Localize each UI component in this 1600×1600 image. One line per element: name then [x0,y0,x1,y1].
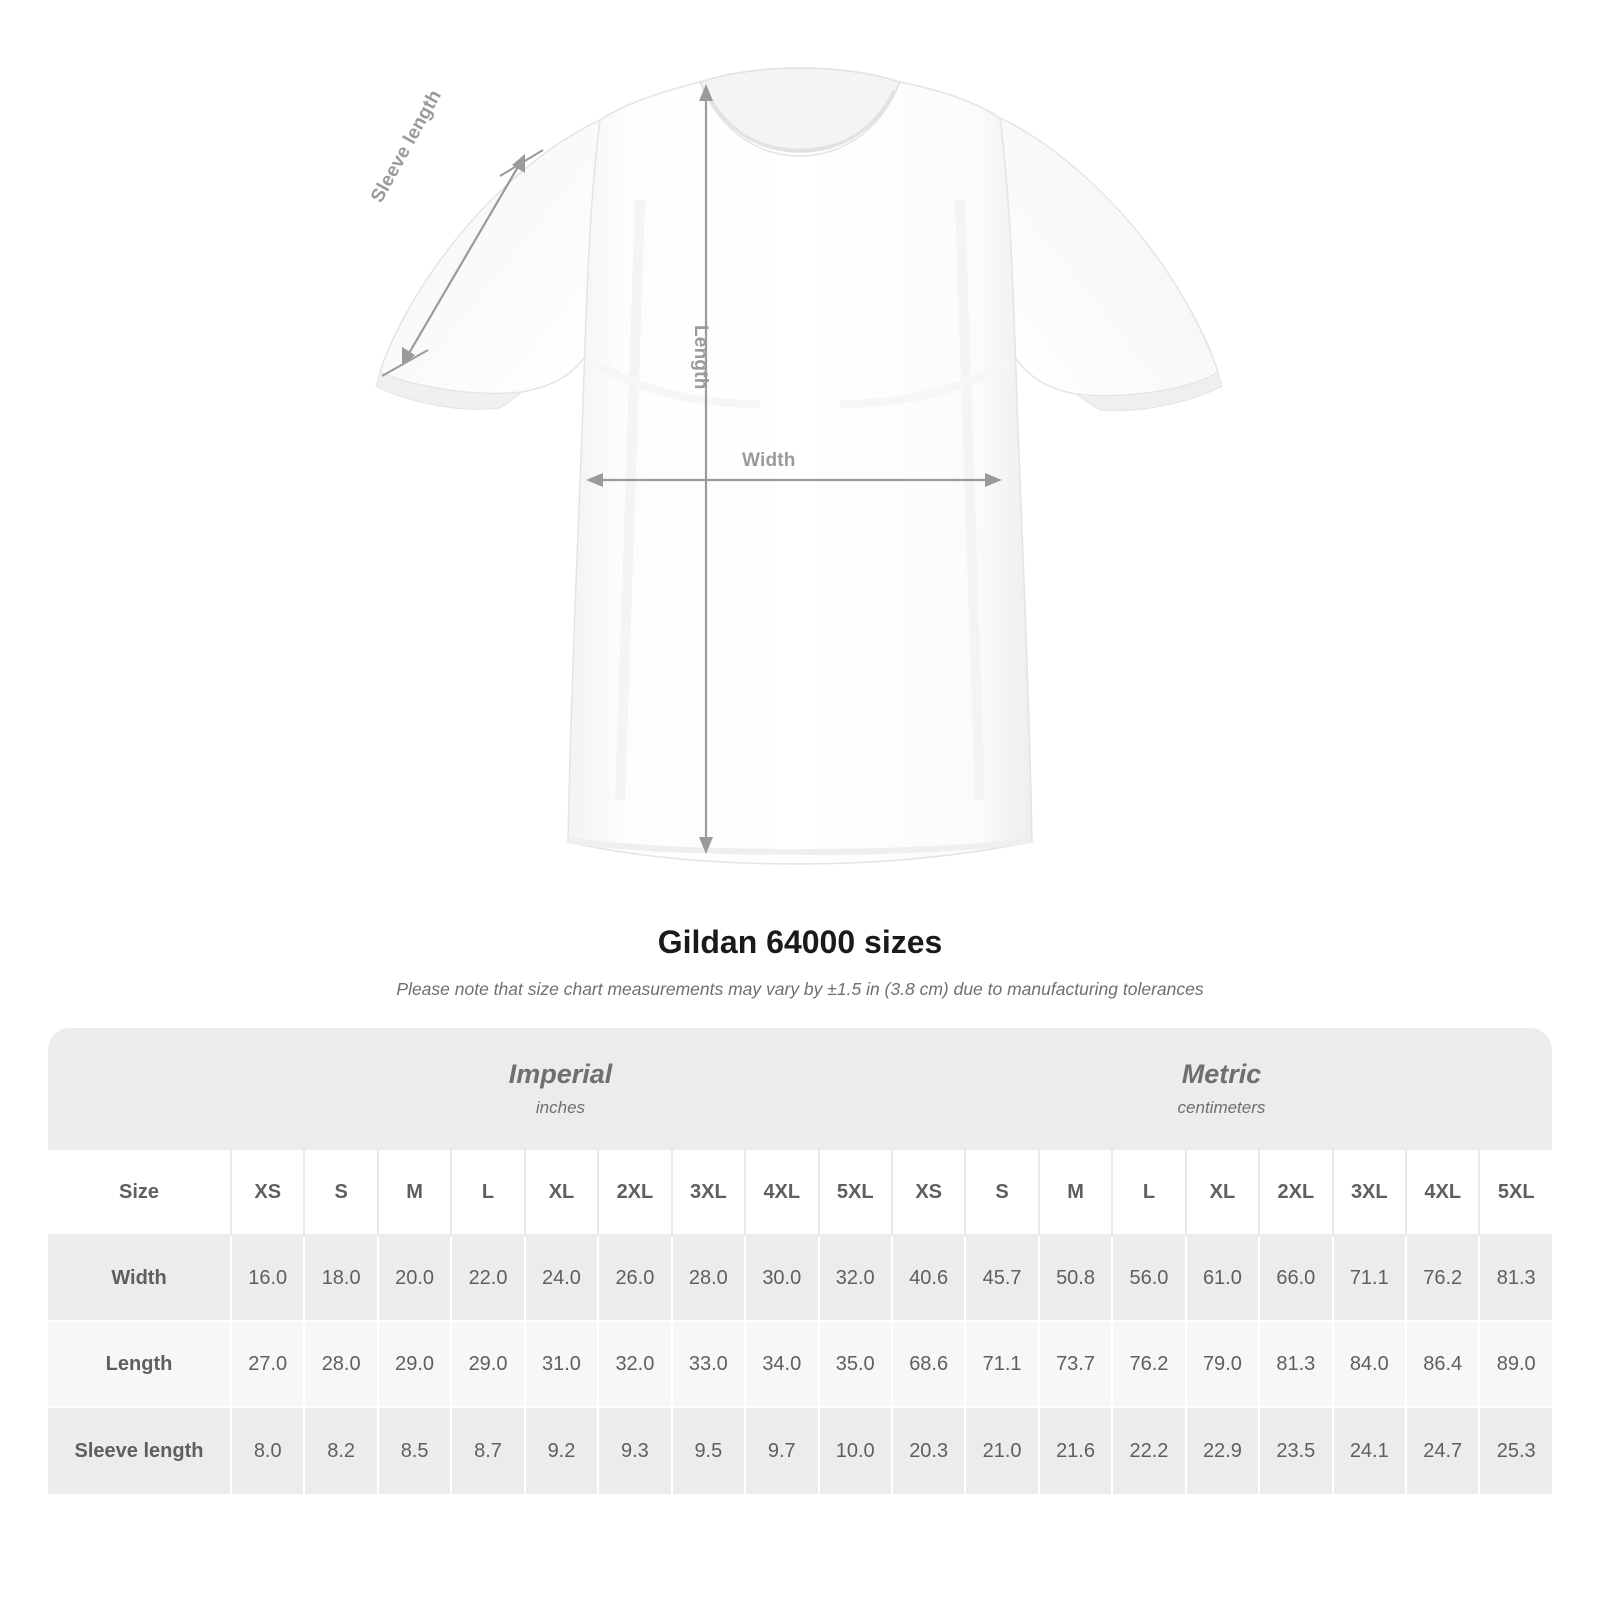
size-chart-table-wrap [48,1028,1552,1494]
cell-length-3xl-imperial: 33.0 [671,1322,744,1408]
unit-group-imperial [230,1028,891,1150]
unit-header-row [48,1028,1552,1150]
cell-length-xl-imperial: 31.0 [524,1322,597,1408]
column-header-l-metric: L [1111,1150,1184,1236]
cell-length-xl-metric: 79.0 [1185,1322,1258,1408]
cell-width-3xl-metric: 71.1 [1332,1236,1405,1322]
cell-length-m-metric: 73.7 [1038,1322,1111,1408]
cell-sleeve-length-s-metric: 21.0 [964,1408,1037,1494]
column-header-4xl-metric: 4XL [1405,1150,1478,1236]
column-header-xs-metric: XS [891,1150,964,1236]
cell-width-2xl-metric: 66.0 [1258,1236,1331,1322]
column-header-4xl-imperial: 4XL [744,1150,817,1236]
cell-length-l-imperial: 29.0 [450,1322,523,1408]
label-sleeve-length: Sleeve length [367,86,447,207]
cell-width-3xl-imperial: 28.0 [671,1236,744,1322]
cell-width-xs-imperial: 16.0 [230,1236,303,1322]
column-header-5xl-metric: 5XL [1478,1150,1552,1236]
column-header-5xl-imperial: 5XL [818,1150,891,1236]
cell-length-5xl-metric: 89.0 [1478,1322,1552,1408]
cell-sleeve-length-4xl-imperial: 9.7 [744,1408,817,1494]
table-row [48,1236,1552,1322]
cell-length-s-metric: 71.1 [964,1322,1037,1408]
cell-length-2xl-metric: 81.3 [1258,1322,1331,1408]
cell-length-3xl-metric: 84.0 [1332,1322,1405,1408]
cell-sleeve-length-l-imperial: 8.7 [450,1408,523,1494]
cell-sleeve-length-s-imperial: 8.2 [303,1408,376,1494]
cell-width-4xl-metric: 76.2 [1405,1236,1478,1322]
unit-group-sub: inches [535,1097,586,1117]
cell-sleeve-length-xs-metric: 20.3 [891,1408,964,1494]
cell-length-xs-metric: 68.6 [891,1322,964,1408]
cell-sleeve-length-4xl-metric: 24.7 [1405,1408,1478,1494]
label-width: Width [742,450,796,471]
cell-width-l-imperial: 22.0 [450,1236,523,1322]
cell-length-2xl-imperial: 32.0 [597,1322,670,1408]
column-header-l-imperial: L [450,1150,523,1236]
cell-length-s-imperial: 28.0 [303,1322,376,1408]
column-header-s-metric: S [964,1150,1037,1236]
row-label-sleeve-length: Sleeve length [48,1408,230,1494]
table-row [48,1408,1552,1494]
column-header-xl-metric: XL [1185,1150,1258,1236]
cell-sleeve-length-2xl-metric: 23.5 [1258,1408,1331,1494]
cell-width-4xl-imperial: 30.0 [744,1236,817,1322]
column-header-xs-imperial: XS [230,1150,303,1236]
unit-group-name: Metric [1181,1059,1262,1090]
column-header-3xl-metric: 3XL [1332,1150,1405,1236]
unit-group-metric [891,1028,1552,1150]
column-header-s-imperial: S [303,1150,376,1236]
cell-length-4xl-metric: 86.4 [1405,1322,1478,1408]
table-row-size-header [48,1150,1552,1236]
cell-width-5xl-metric: 81.3 [1478,1236,1552,1322]
cell-sleeve-length-3xl-imperial: 9.5 [671,1408,744,1494]
cell-length-m-imperial: 29.0 [377,1322,450,1408]
cell-width-s-imperial: 18.0 [303,1236,376,1322]
cell-sleeve-length-l-metric: 22.2 [1111,1408,1184,1494]
cell-width-5xl-imperial: 32.0 [818,1236,891,1322]
table-row [48,1322,1552,1408]
cell-length-l-metric: 76.2 [1111,1322,1184,1408]
column-header-2xl-imperial: 2XL [597,1150,670,1236]
cell-sleeve-length-xl-metric: 22.9 [1185,1408,1258,1494]
column-header-m-metric: M [1038,1150,1111,1236]
cell-length-4xl-imperial: 34.0 [744,1322,817,1408]
cell-width-s-metric: 45.7 [964,1236,1037,1322]
column-header-3xl-imperial: 3XL [671,1150,744,1236]
row-label-size: Size [48,1150,230,1236]
tolerance-note: Please note that size chart measurements may vary by ±1.5 in (3.8 cm) due to manufacturing tolerances [396,979,1204,999]
cell-width-xs-metric: 40.6 [891,1236,964,1322]
row-label-length: Length [48,1322,230,1408]
cell-width-xl-imperial: 24.0 [524,1236,597,1322]
cell-sleeve-length-5xl-metric: 25.3 [1478,1408,1552,1494]
unit-group-sub: centimeters [1177,1097,1266,1117]
cell-sleeve-length-xs-imperial: 8.0 [230,1408,303,1494]
cell-width-2xl-imperial: 26.0 [597,1236,670,1322]
cell-sleeve-length-xl-imperial: 9.2 [524,1408,597,1494]
cell-sleeve-length-m-metric: 21.6 [1038,1408,1111,1494]
page-title: Gildan 64000 sizes [657,924,943,960]
unit-header-spacer [48,1028,230,1150]
column-header-m-imperial: M [377,1150,450,1236]
cell-sleeve-length-m-imperial: 8.5 [377,1408,450,1494]
column-header-2xl-metric: 2XL [1258,1150,1331,1236]
cell-width-m-imperial: 20.0 [377,1236,450,1322]
cell-length-xs-imperial: 27.0 [230,1322,303,1408]
cell-sleeve-length-5xl-imperial: 10.0 [818,1408,891,1494]
unit-group-name: Imperial [508,1059,613,1090]
row-label-width: Width [48,1236,230,1322]
label-length: Length [690,325,711,390]
title-block [0,924,1600,1000]
cell-width-xl-metric: 61.0 [1185,1236,1258,1322]
shirt-shape [376,68,1222,864]
cell-sleeve-length-2xl-imperial: 9.3 [597,1408,670,1494]
cell-width-l-metric: 56.0 [1111,1236,1184,1322]
size-chart-table [48,1028,1552,1494]
column-header-xl-imperial: XL [524,1150,597,1236]
cell-length-5xl-imperial: 35.0 [818,1322,891,1408]
cell-sleeve-length-3xl-metric: 24.1 [1332,1408,1405,1494]
cell-width-m-metric: 50.8 [1038,1236,1111,1322]
